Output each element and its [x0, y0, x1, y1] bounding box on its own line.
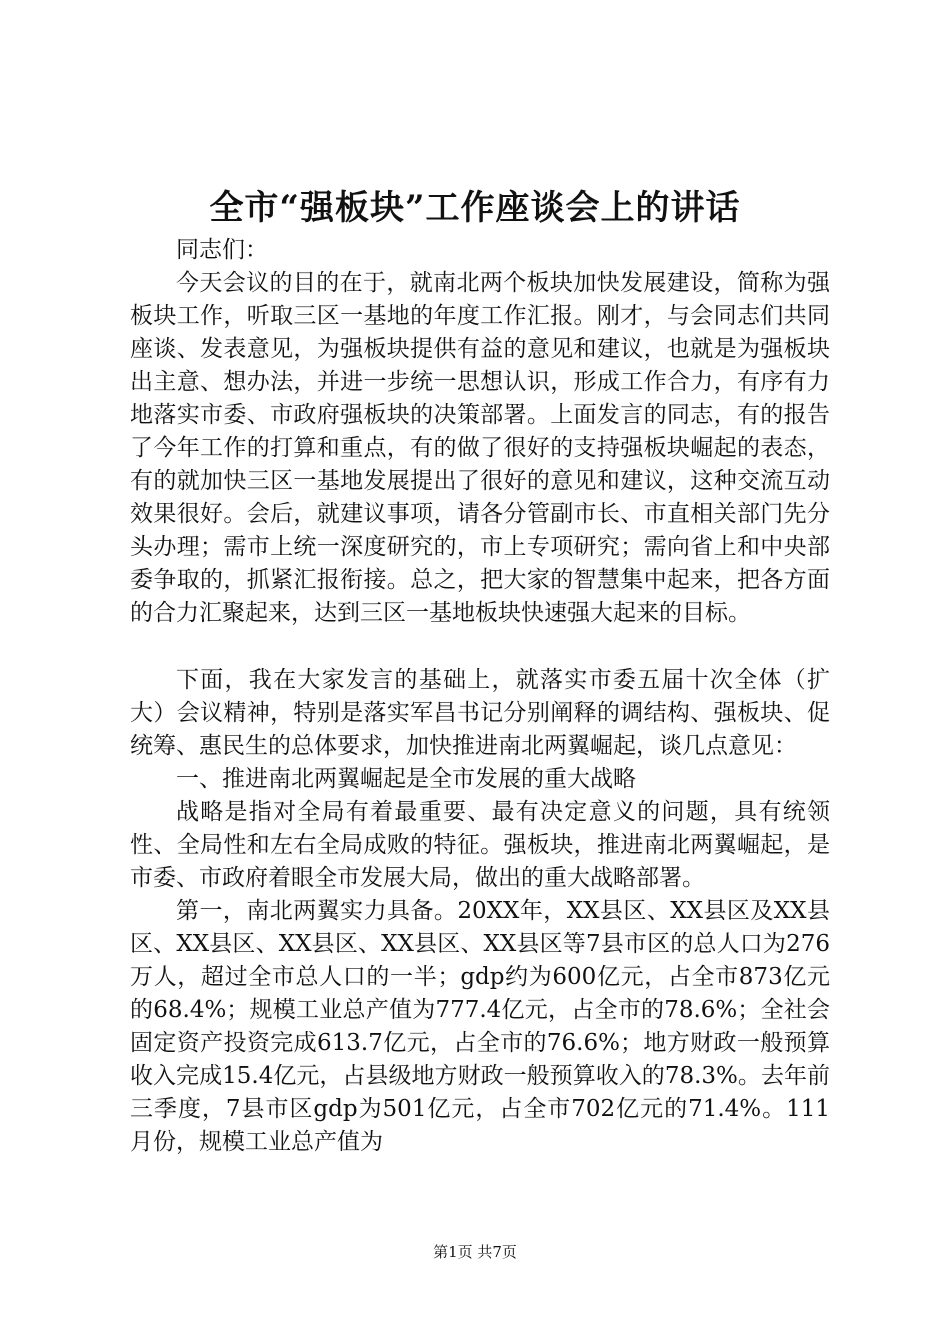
document-body — [130, 234, 830, 1159]
body-paragraph: 第一，南北两翼实力具备。20XX年，XX县区、XX县区及XX县区、XX县区、XX县区、XX县区、XX县区等7县市区的总人口为276万人，超过全市总人口的一半；gdp约为600亿元，占全市873亿元的68.4%；规模工业总产值为777.4亿元，占全市的78.6%；全社会固定资产投资完成613.7亿元，占全市的76.6%；地方财政一般预算收入完成15.4亿元，占县级地方财政一般预算收入的78.3%。去年前三季度，7县市区gdp为501亿元，占全市702亿元的71.4%。111月份，规模工业总产值为 — [130, 898, 830, 1155]
section-heading: 一、推进南北两翼崛起是全市发展的重大战略 — [176, 766, 636, 792]
body-paragraph: 今天会议的目的在于，就南北两个板块加快发展建设，简称为强板块工作，听取三区一基地的年度工作汇报。刚才，与会同志们共同座谈、发表意见，为强板块提供有益的意见和建议，也就是为强板块出主意、想办法，并进一步统一思想认识，形成工作合力，有序有力地落实市委、市政府强板块的决策部署。上面发言的同志，有的报告了今年工作的打算和重点，有的做了很好的支持强板块崛起的表态，有的就加快三区一基地发展提出了很好的意见和建议，这种交流互动效果很好。会后，就建议事项，请各分管副市长、市直相关部门先分头办理；需市上统一深度研究的，市上专项研究；需向省上和中央部委争取的，抓紧汇报衔接。总之，把大家的智慧集中起来，把各方面的合力汇聚起来，达到三区一基地板块快速强大起来的目标。 — [130, 270, 830, 626]
body-paragraph: 下面，我在大家发言的基础上，就落实市委五届十次全体（扩大）会议精神，特别是落实军昌书记分别阐释的调结构、强板块、促统筹、惠民生的总体要求，加快推进南北两翼崛起，谈几点意见： — [130, 667, 830, 759]
salutation-paragraph: 同志们： — [176, 237, 268, 263]
page-number-footer: 第1页 共7页 — [433, 1243, 517, 1261]
document-title: 全市“强板块”工作座谈会上的讲话 — [209, 188, 741, 228]
body-paragraph: 战略是指对全局有着最重要、最有决定意义的问题，具有统领性、全局性和左右全局成败的特征。强板块，推进南北两翼崛起，是市委、市政府着眼全市发展大局，做出的重大战略部署。 — [130, 799, 830, 891]
